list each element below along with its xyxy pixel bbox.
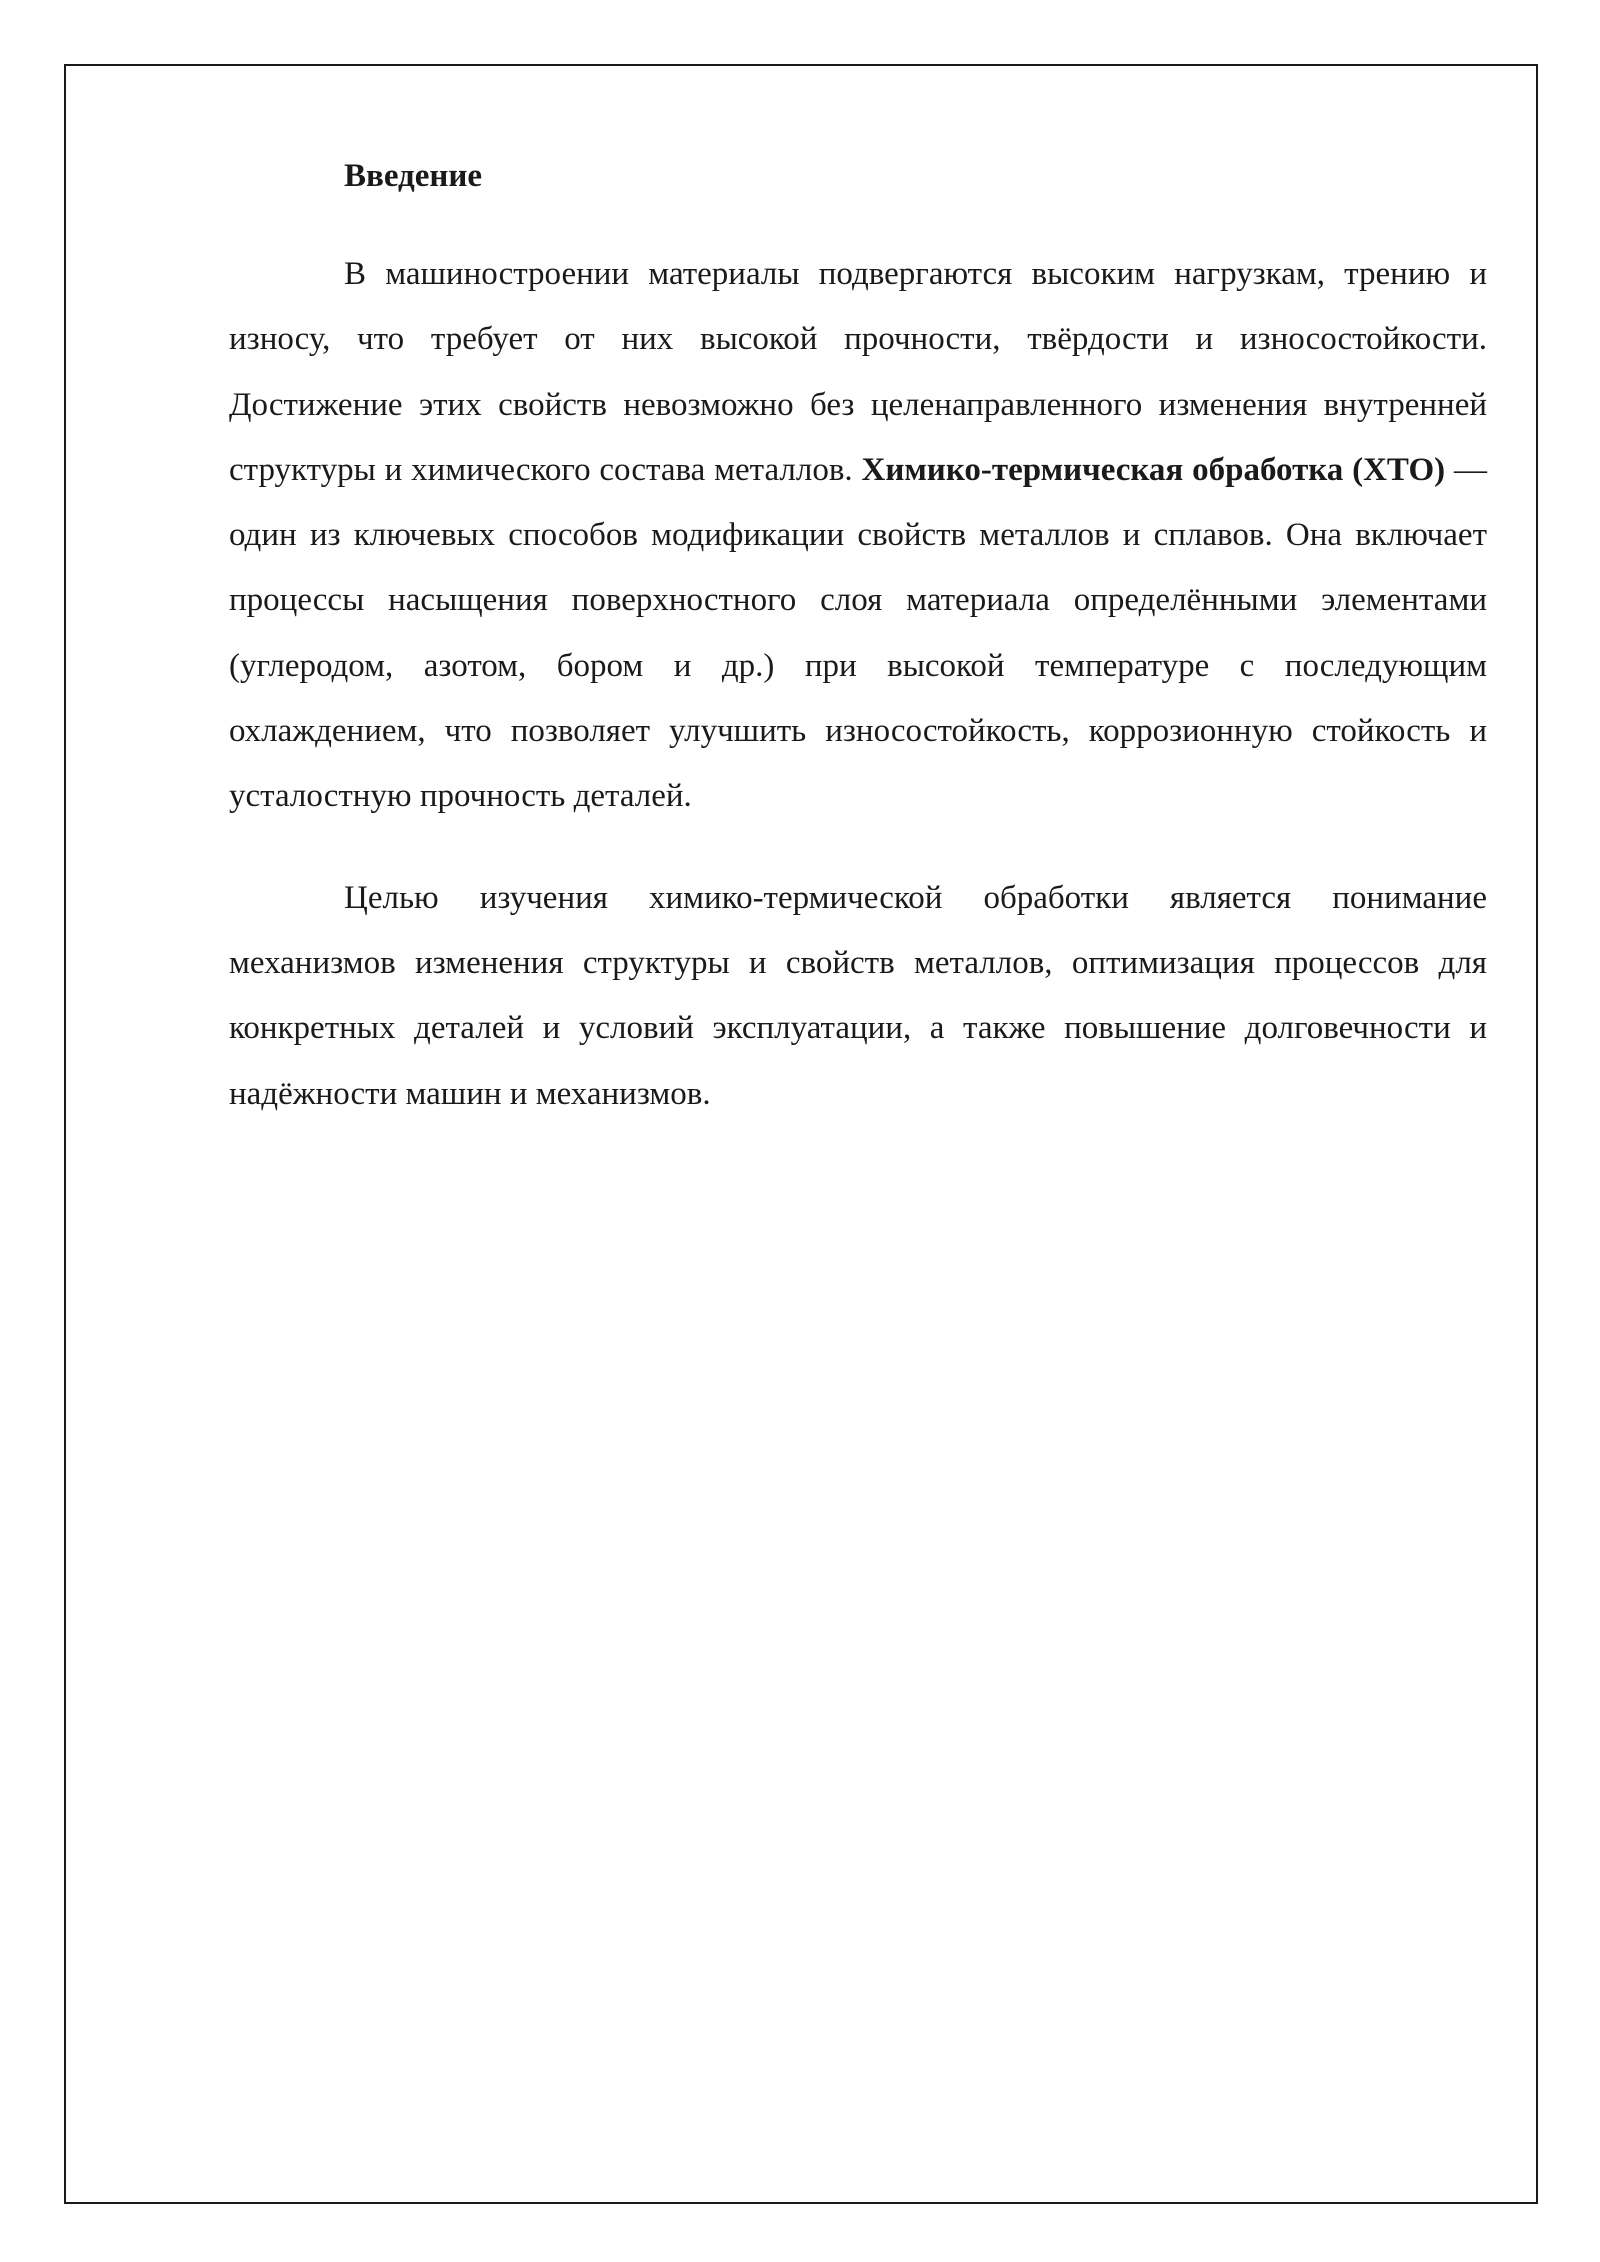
paragraph-1-text-end: — один из ключевых способов модификации свойств металлов и сплавов. Она включает процессы насыщения поверхностного слоя материала определёнными элементами (углеродом, азотом, бором и др.) при высокой температуре с последующим охлаждением, что позволяет улучшить износостойкость, коррозионную стойкость и усталостную прочность деталей.: [229, 451, 1487, 815]
term-hto-bold: Химико-термическая обработка (ХТО): [861, 451, 1446, 488]
intro-paragraph-2: Целью изучения химико-термической обработки является понимание механизмов изменения структуры и свойств металлов, оптимизация процессов для конкретных деталей и условий эксплуатации, а также повышение долговечности и надёжности машин и механизмов.: [229, 879, 1487, 1112]
section-heading: Введение: [344, 158, 483, 194]
document-body: [229, 150, 1487, 1163]
intro-paragraph-1: [229, 242, 1487, 830]
paragraph-1-text-start: В машиностроении материалы подвергаются высоким нагрузкам, трению и износу, что требует от них высокой прочности, твёрдости и износостойкости. Достижение этих свойств невозможно без целенаправленного изменения внутренней структуры и химического состава металлов.: [229, 256, 1487, 488]
